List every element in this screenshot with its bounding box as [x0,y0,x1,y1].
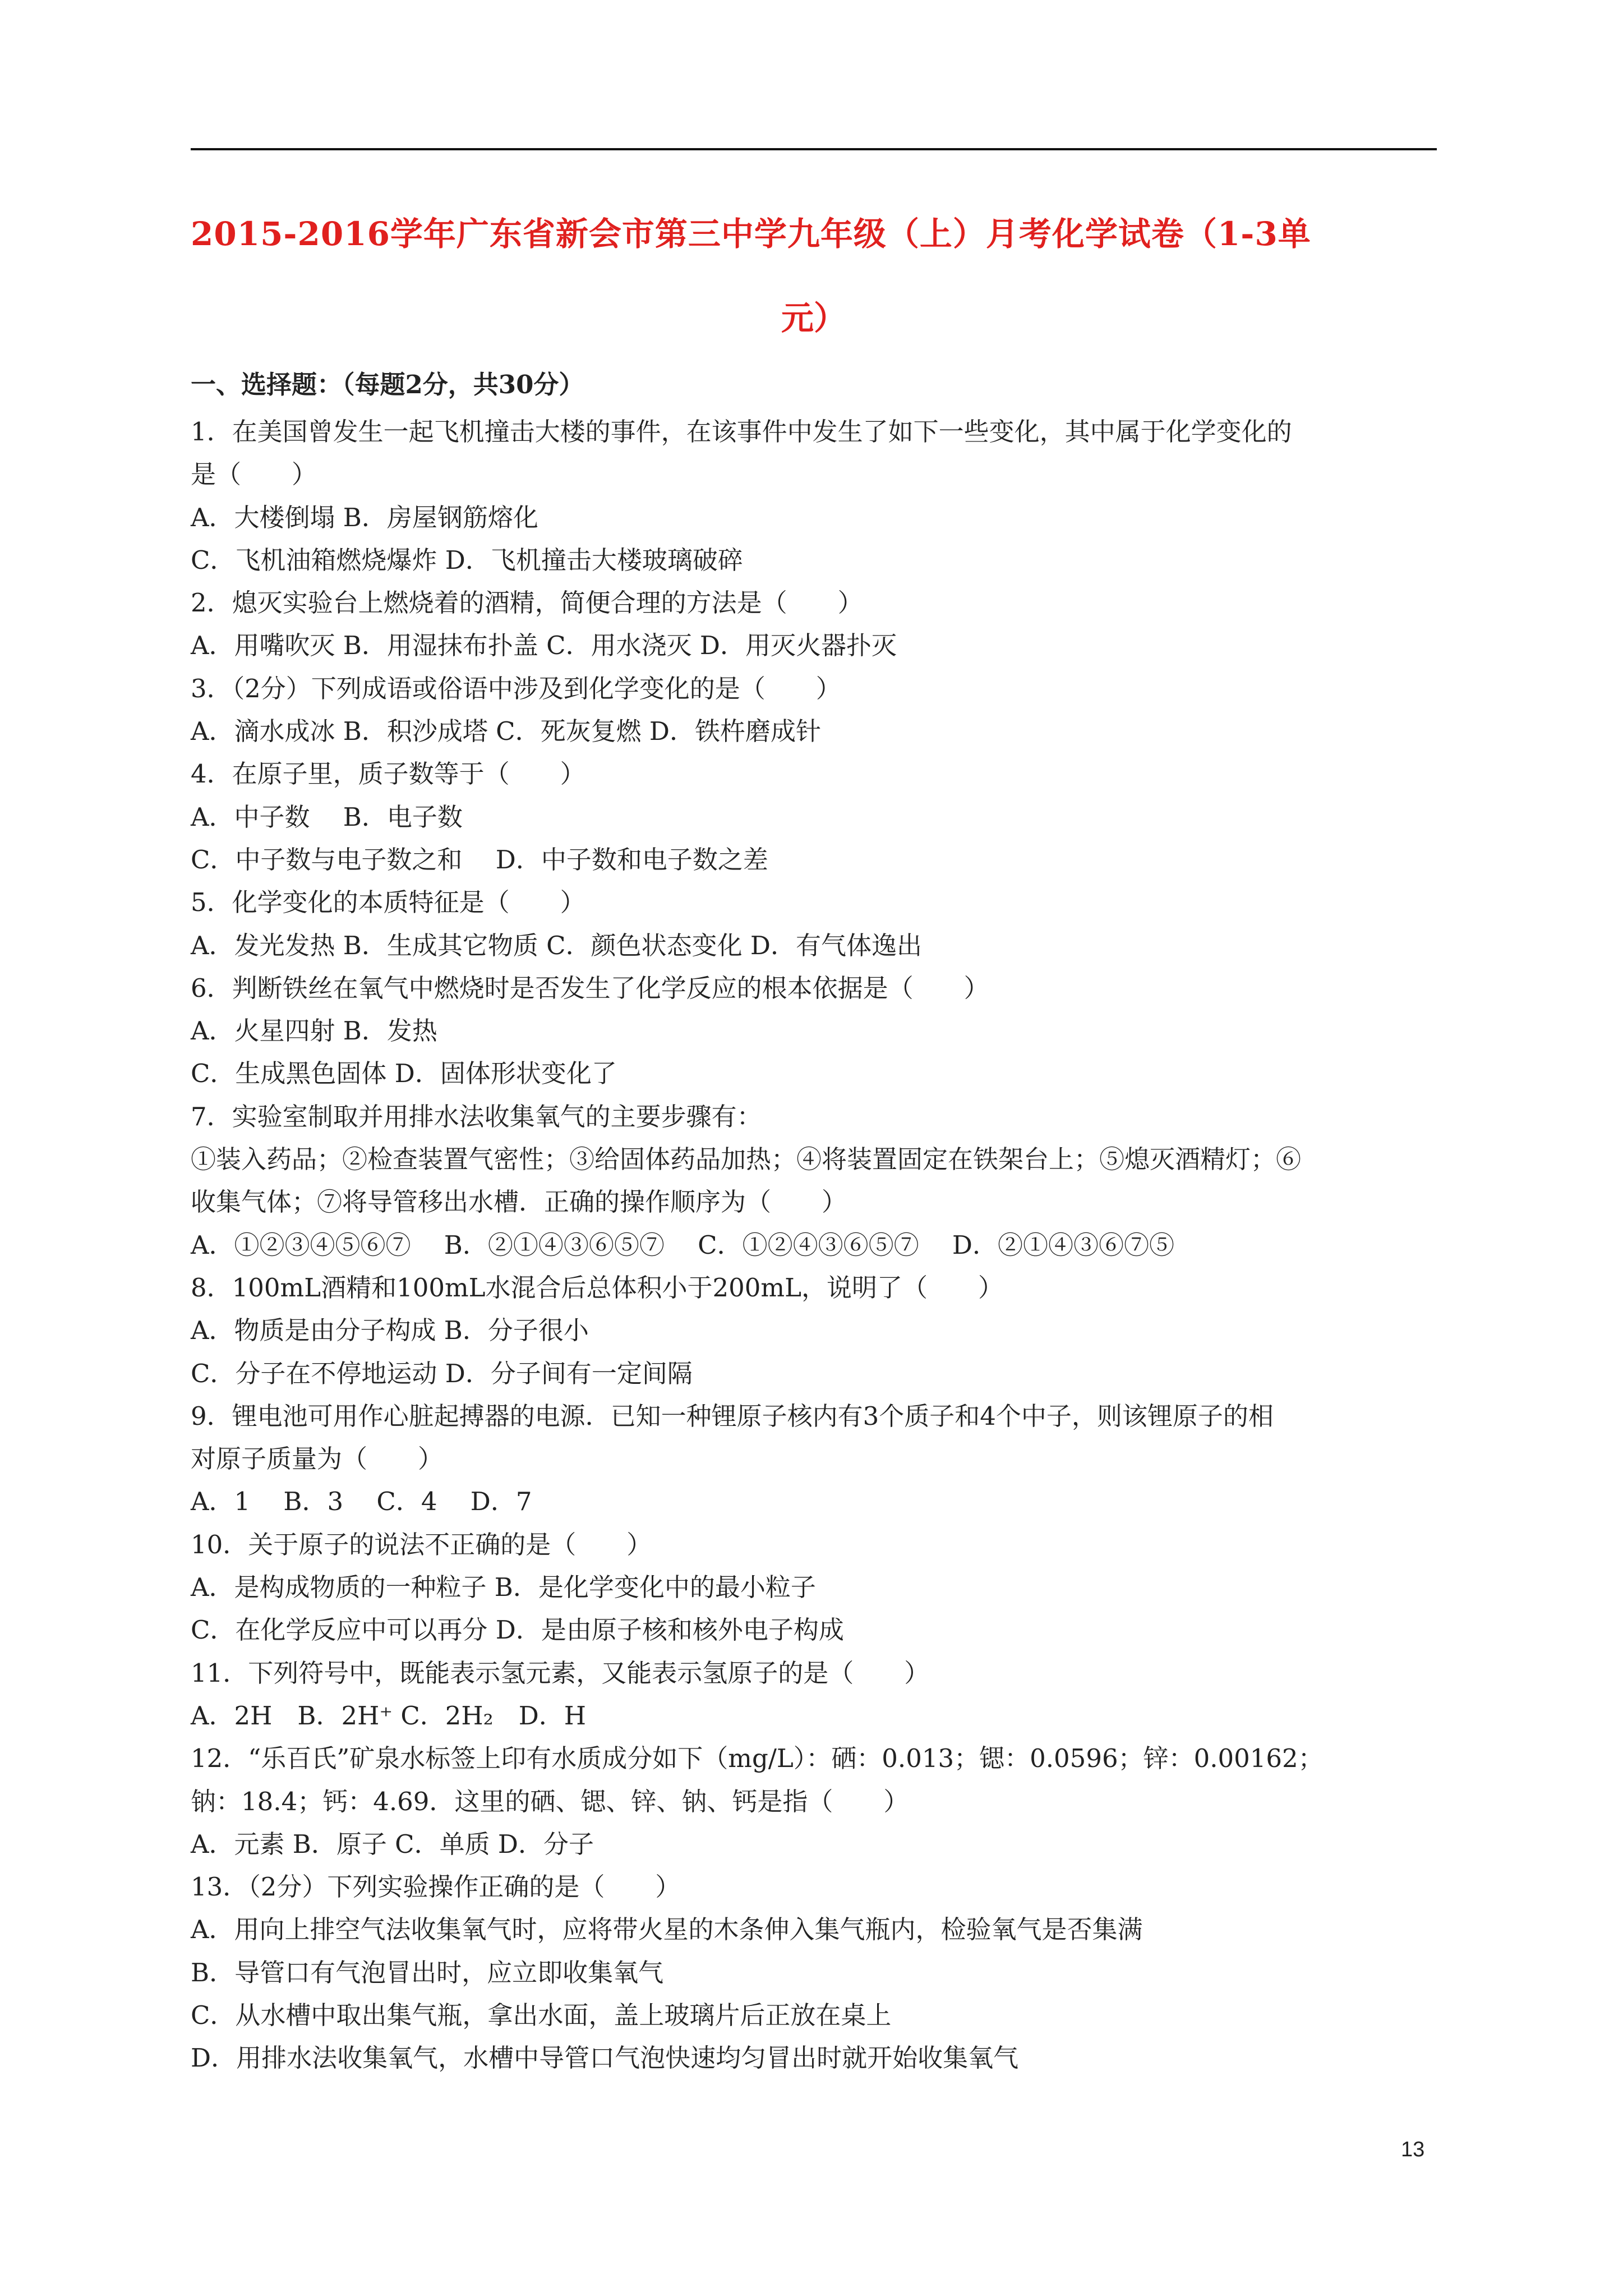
text-line: C．飞机油箱燃烧爆炸 D．飞机撞击大楼玻璃破碎 [191,545,743,575]
exam-title-line-2: 元） [781,299,846,337]
text-line: 4．在原子里，质子数等于（ ） [191,759,585,789]
text-line: 7．实验室制取并用排水法收集氧气的主要步骤有： [191,1101,762,1131]
text-line: 3．（2分）下列成语或俗语中涉及到化学变化的是（ ） [191,673,841,703]
text-line: ①装入药品；②检查装置气密性；③给固体药品加热；④将装置固定在铁架台上；⑤熄灭酒精灯；⑥ [191,1144,1302,1175]
text-line: B．导管口有气泡冒出时，应立即收集氧气 [191,1957,664,1987]
text-line: A．1 B．3 C．4 D．7 [191,1487,532,1517]
text-line: C．中子数与电子数之和 D．中子数和电子数之差 [191,844,768,875]
text-line: A．中子数 B．电子数 [191,802,463,832]
page-number: 13 [1401,2138,1425,2161]
text-line: 是（ ） [191,459,317,490]
text-line: A．①②③④⑤⑥⑦ B．②①④③⑥⑤⑦ C．①②④③⑥⑤⑦ D．②①④③⑥⑦⑤ [191,1230,1174,1260]
text-line: C．分子在不停地运动 D．分子间有一定间隔 [191,1358,693,1388]
text-line: 6．判断铁丝在氧气中燃烧时是否发生了化学反应的根本依据是（ ） [191,973,989,1003]
section-heading: 一、选择题：（每题2分，共30分） [191,370,584,399]
text-line: 1．在美国曾发生一起飞机撞击大楼的事件，在该事件中发生了如下一些变化，其中属于化学变化的 [191,417,1292,447]
question-list [191,411,1447,2080]
text-line: C．在化学反应中可以再分 D．是由原子核和核外电子构成 [191,1615,844,1645]
text-line: A．是构成物质的一种粒子 B．是化学变化中的最小粒子 [191,1572,816,1603]
text-line: A．用嘴吹灭 B．用湿抹布扑盖 C．用水浇灭 D．用灭火器扑灭 [191,631,897,661]
text-line: 11．下列符号中，既能表示氢元素，又能表示氢原子的是（ ） [191,1658,930,1688]
text-line: 13．（2分）下列实验操作正确的是（ ） [191,1872,681,1902]
text-line: A．火星四射 B．发热 [191,1016,437,1046]
text-line: A．物质是由分子构成 B．分子很小 [191,1315,589,1346]
exam-title-line-1: 2015-2016学年广东省新会市第三中学九年级（上）月考化学试卷（1-3单 [191,215,1311,253]
text-line: C．从水槽中取出集气瓶，拿出水面，盖上玻璃片后正放在桌上 [191,2000,892,2030]
text-line: A．2H B．2H⁺ C．2H₂ D．H [191,1700,587,1731]
text-line: 9．锂电池可用作心脏起搏器的电源．已知一种锂原子核内有3个质子和4个中子，则该锂原子的相 [191,1401,1274,1431]
text-line: A．发光发热 B．生成其它物质 C．颜色状态变化 D．有气体逸出 [191,930,922,960]
text-line: A．滴水成冰 B．积沙成塔 C．死灰复燃 D．铁杵磨成针 [191,716,821,747]
text-line: 10．关于原子的说法不正确的是（ ） [191,1529,652,1559]
text-line: 2．熄灭实验台上燃烧着的酒精，简便合理的方法是（ ） [191,588,863,618]
text-line: 12．“乐百氏”矿泉水标签上印有水质成分如下（mg/L）：硒：0.013；锶：0.0596；锌：0.00162； [191,1743,1324,1774]
text-line: D．用排水法收集氧气，水槽中导管口气泡快速均匀冒出时就开始收集氧气 [191,2043,1019,2073]
text-line: 8．100mL酒精和100mL水混合后总体积小于200mL，说明了（ ） [191,1272,1003,1303]
text-line: 钠：18.4；钙：4.69．这里的硒、锶、锌、钠、钙是指（ ） [191,1786,909,1816]
text-line: 5．化学变化的本质特征是（ ） [191,887,585,918]
text-line: A．大楼倒塌 B．房屋钢筋熔化 [191,502,538,532]
header-rule [191,148,1437,150]
text-line: A．用向上排空气法收集氧气时，应将带火星的木条伸入集气瓶内，检验氧气是否集满 [191,1915,1143,1945]
text-line: 收集气体；⑦将导管移出水槽．正确的操作顺序为（ ） [191,1187,847,1217]
text-line: A．元素 B．原子 C．单质 D．分子 [191,1829,594,1859]
text-line: 对原子质量为（ ） [191,1444,444,1474]
text-line: C．生成黑色固体 D．固体形状变化了 [191,1059,617,1089]
